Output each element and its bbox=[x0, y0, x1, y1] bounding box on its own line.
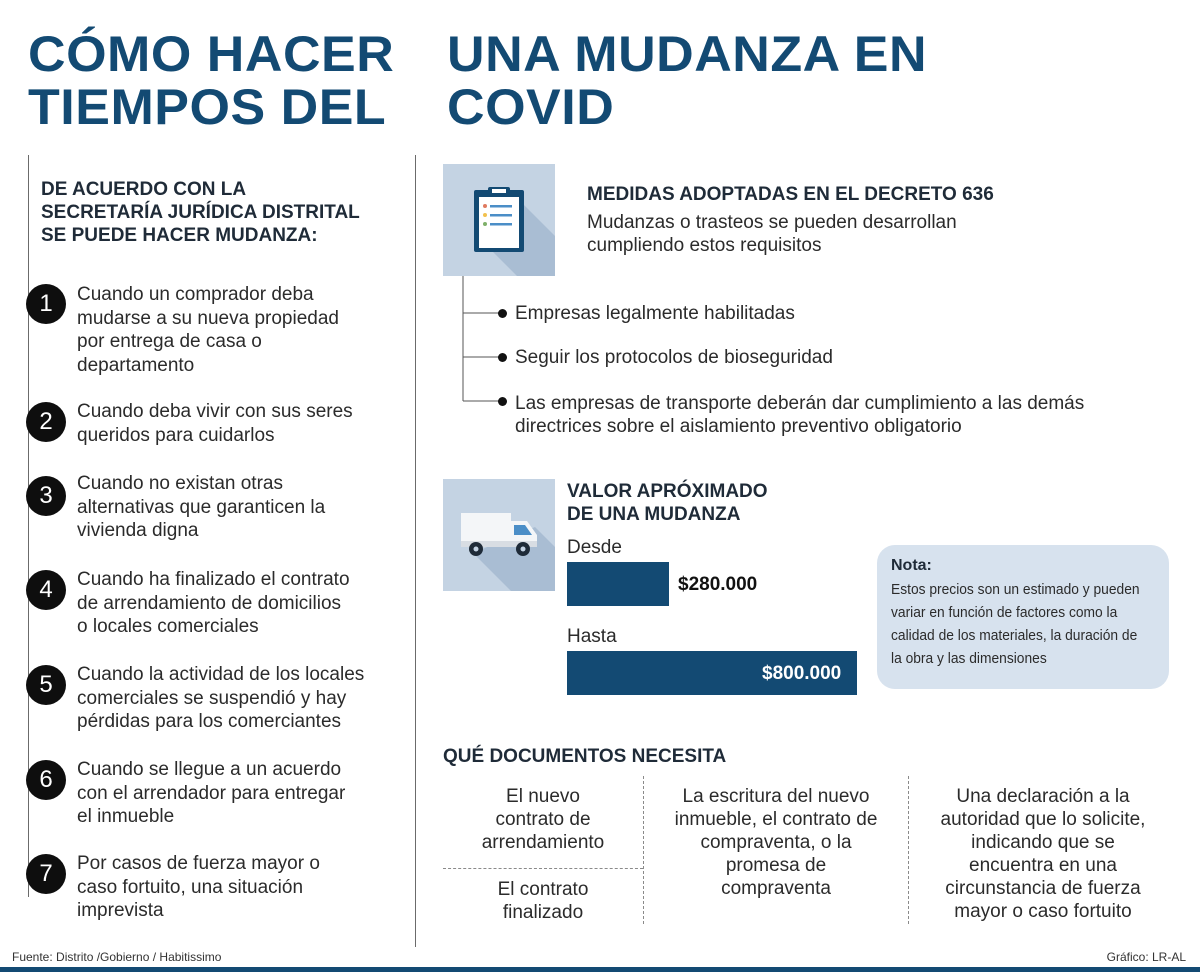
document-item bbox=[443, 785, 643, 854]
measures-title: MEDIDAS ADOPTADAS EN EL DECRETO 636 bbox=[587, 184, 994, 205]
measure-bullet bbox=[515, 392, 1084, 438]
item-line: Cuando se llegue a un acuerdo bbox=[77, 759, 342, 780]
item-line: Cuando ha finalizado el contrato bbox=[77, 569, 350, 590]
document-line: promesa de bbox=[725, 855, 827, 876]
clipboard-icon bbox=[443, 164, 555, 276]
list-item bbox=[77, 663, 364, 734]
left-heading-line: SE PUEDE HACER MUDANZA: bbox=[41, 225, 318, 246]
documents-divider bbox=[908, 776, 909, 924]
document-line: indicando que se bbox=[971, 832, 1115, 853]
left-heading bbox=[41, 178, 360, 247]
title-right-line1: UNA MUDANZA EN bbox=[447, 26, 928, 82]
measure-bullet-line: Las empresas de transporte deberán dar cumplimiento a las demás bbox=[515, 393, 1085, 414]
document-line: Una declaración a la bbox=[956, 786, 1130, 807]
item-number-badge: 2 bbox=[26, 402, 66, 442]
item-line: departamento bbox=[77, 354, 195, 376]
title-left-line2: TIEMPOS DEL bbox=[28, 79, 387, 135]
list-item bbox=[77, 400, 353, 447]
value-title-line: VALOR APRÓXIMADO bbox=[567, 481, 768, 502]
bullet-tree-connector bbox=[455, 276, 515, 411]
bullet-dot bbox=[498, 397, 507, 406]
item-line: mudarse a su nueva propiedad bbox=[77, 307, 339, 329]
document-line: compraventa bbox=[721, 878, 831, 899]
item-line: imprevista bbox=[77, 900, 164, 921]
document-line: contrato de bbox=[495, 809, 591, 830]
bar-from bbox=[567, 562, 669, 606]
from-value-label: $280.000 bbox=[678, 574, 758, 595]
bullet-dot bbox=[498, 309, 507, 318]
note-line: Estos precios son un estimado y pueden bbox=[891, 581, 1140, 598]
item-line: alternativas que garanticen la bbox=[77, 496, 326, 518]
measures-subtitle bbox=[587, 211, 957, 257]
item-line: vivienda digna bbox=[77, 520, 199, 541]
item-line: por entrega de casa o bbox=[77, 331, 262, 352]
document-line: arrendamiento bbox=[481, 832, 605, 853]
list-item bbox=[77, 283, 339, 377]
graphic-credit: Gráfico: LR-AL bbox=[1106, 950, 1186, 964]
item-line: o locales comerciales bbox=[77, 616, 259, 637]
measure-bullet-line: Empresas legalmente habilitadas bbox=[515, 303, 795, 324]
measures-subtitle-line: Mudanzas o trasteos se pueden desarrollan bbox=[587, 212, 957, 233]
truck-icon bbox=[443, 479, 555, 591]
bottom-band bbox=[0, 967, 1200, 972]
left-heading-line: DE ACUERDO CON LA bbox=[41, 179, 247, 200]
to-label: Hasta bbox=[567, 626, 617, 647]
item-number-badge: 1 bbox=[26, 284, 66, 324]
item-line: Por casos de fuerza mayor o bbox=[77, 853, 320, 874]
title-right-line2: COVID bbox=[447, 79, 615, 135]
truck-icon-graphic bbox=[443, 479, 555, 591]
note-line: variar en función de factores como la bbox=[891, 604, 1118, 621]
item-line: caso fortuito, una situación bbox=[77, 876, 304, 898]
item-line: el inmueble bbox=[77, 806, 175, 827]
note-line: la obra y las dimensiones bbox=[891, 650, 1047, 667]
measure-bullet-line: Seguir los protocolos de bioseguridad bbox=[515, 347, 833, 368]
list-item bbox=[77, 852, 320, 923]
title-left-line1: CÓMO HACER bbox=[28, 26, 395, 82]
item-line: Cuando la actividad de los locales bbox=[77, 664, 365, 685]
item-number-badge: 6 bbox=[26, 760, 66, 800]
item-line: Cuando deba vivir con sus seres bbox=[77, 401, 353, 422]
note-box bbox=[877, 545, 1169, 689]
left-heading-line: SECRETARÍA JURÍDICA DISTRITAL bbox=[41, 202, 360, 223]
list-item bbox=[77, 568, 350, 639]
clipboard-icon-graphic bbox=[443, 164, 555, 276]
documents-title: QUÉ DOCUMENTOS NECESITA bbox=[443, 746, 727, 767]
item-number-badge: 4 bbox=[26, 570, 66, 610]
document-line: La escritura del nuevo bbox=[682, 786, 870, 807]
measure-bullet bbox=[515, 346, 833, 369]
note-body bbox=[891, 578, 1140, 670]
document-line: mayor o caso fortuito bbox=[954, 901, 1132, 922]
value-title-line: DE UNA MUDANZA bbox=[567, 504, 741, 525]
item-line: Cuando un comprador deba bbox=[77, 284, 314, 305]
document-line: compraventa, o la bbox=[700, 832, 852, 853]
item-line: queridos para cuidarlos bbox=[77, 424, 275, 446]
to-value-label: $800.000 bbox=[762, 663, 842, 684]
item-number-badge: 7 bbox=[26, 854, 66, 894]
document-line: inmueble, el contrato de bbox=[674, 809, 878, 830]
item-line: con el arrendador para entregar bbox=[77, 782, 346, 804]
document-line: circunstancia de fuerza bbox=[945, 878, 1141, 899]
note-line: calidad de los materiales, la duración de bbox=[891, 627, 1138, 644]
document-line: El contrato bbox=[497, 879, 589, 900]
item-line: comerciales se suspendió y hay bbox=[77, 687, 347, 709]
list-item bbox=[77, 758, 345, 829]
document-item bbox=[443, 878, 643, 924]
document-item bbox=[650, 785, 902, 900]
item-line: pérdidas para los comerciantes bbox=[77, 711, 342, 732]
list-item bbox=[77, 472, 325, 543]
document-line: autoridad que lo solicite, bbox=[940, 809, 1146, 830]
item-number-badge: 3 bbox=[26, 476, 66, 516]
from-label: Desde bbox=[567, 537, 622, 558]
item-number-badge: 5 bbox=[26, 665, 66, 705]
value-title bbox=[567, 480, 768, 526]
document-line: encuentra en una bbox=[969, 855, 1117, 876]
source-credit: Fuente: Distrito /Gobierno / Habitissimo bbox=[12, 950, 222, 964]
center-rule bbox=[415, 155, 416, 947]
measure-bullet-line: directrices sobre el aislamiento preventivo obligatorio bbox=[515, 416, 962, 437]
documents-divider-horizontal bbox=[443, 868, 643, 869]
item-line: de arrendamiento de domicilios bbox=[77, 592, 342, 614]
document-item bbox=[918, 785, 1168, 923]
documents-divider bbox=[643, 776, 644, 924]
measures-subtitle-line: cumpliendo estos requisitos bbox=[587, 235, 822, 256]
bullet-dot bbox=[498, 353, 507, 362]
document-line: El nuevo bbox=[506, 786, 580, 807]
measure-bullet bbox=[515, 302, 795, 325]
document-line: finalizado bbox=[502, 902, 584, 923]
item-line: Cuando no existan otras bbox=[77, 473, 283, 494]
note-title: Nota: bbox=[891, 557, 932, 574]
